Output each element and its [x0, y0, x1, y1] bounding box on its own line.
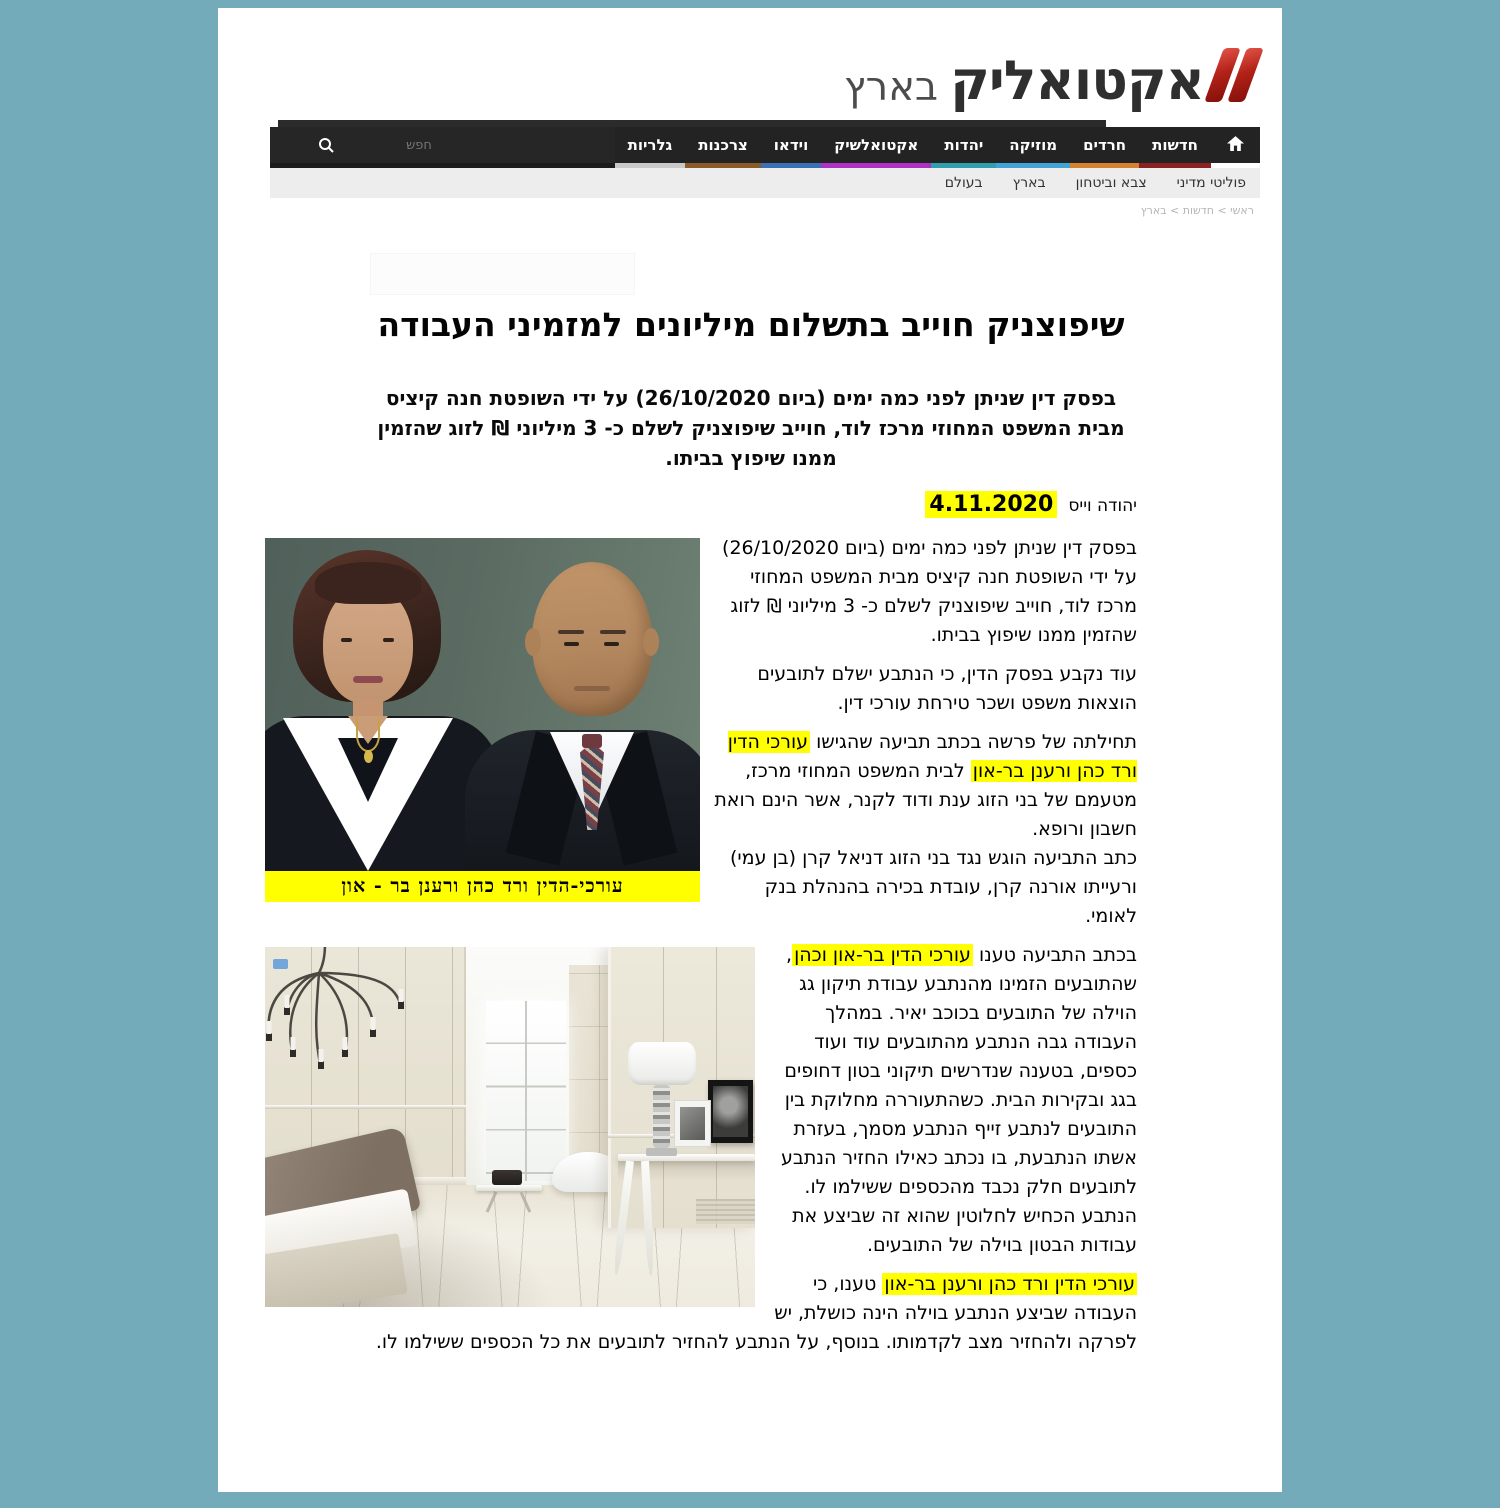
search-icon[interactable]	[318, 137, 334, 153]
search-input[interactable]	[334, 138, 504, 153]
ad-placeholder	[370, 253, 635, 295]
woman-fringe	[315, 562, 421, 604]
main-navbar	[270, 127, 1260, 168]
subnav-item-military[interactable]: צבא וביטחון	[1075, 175, 1147, 191]
woman-eye	[383, 638, 394, 642]
woman-portrait	[265, 538, 485, 871]
nav-item-consumer[interactable]: צרכנות	[685, 127, 761, 168]
paragraph-text: בכתב התביעה טענו	[972, 944, 1137, 966]
photo-caption: עורכי-הדין ורד כהן ורענן בר - און	[265, 871, 700, 902]
console-table	[618, 1154, 755, 1287]
watermark	[273, 959, 288, 969]
nav-item-judaism[interactable]: יהדות	[931, 127, 996, 168]
logo-double-slash-icon	[1214, 48, 1260, 102]
lamp-base	[653, 1085, 670, 1147]
interior-photo	[265, 947, 755, 1307]
article-title: שיפוצניק חוייב בתשלום מיליונים למזמיני העבודה	[377, 305, 1125, 344]
article-body	[265, 534, 1137, 1367]
nav-search-box[interactable]	[270, 127, 615, 168]
highlighted-text: עורכי הדין ורד כהן ורענן בר-און	[884, 1273, 1135, 1295]
nav-item-news[interactable]: חדשות	[1139, 127, 1211, 168]
man-portrait	[480, 538, 700, 871]
towel-stack	[492, 1170, 522, 1185]
paragraph-text: טענו, כי העבודה שביצע הנתבע בוילה הינה כושלת, יש לפרקה ולהחזיר מצב לקדמותו. בנוסף, על הנתבע להחזיר לתובעים את כל הכספים ששילמו לו.	[375, 1273, 1137, 1353]
window	[486, 1001, 567, 1181]
paragraph-text: בפסק דין שניתן לפני כמה ימים (ביום 26/10/2020) על ידי השופטת חנה קיציס מבית המשפט המחוזי מרכז לוד, חוייב שיפוצניק לשלם כ- 3 מיליוני ₪ לזוג שהזמין ממנו שיפוץ בביתו.	[722, 537, 1137, 646]
highlighted-text: עורכי הדין ורד כהן ורענן בר-און	[727, 731, 1137, 782]
man-tie-knot	[582, 734, 602, 748]
page	[218, 8, 1282, 1492]
interior-photo-block	[265, 947, 755, 1307]
bench-seat	[476, 1185, 542, 1191]
woman-necklace	[356, 718, 380, 752]
author-name: יהודה וייס	[1068, 496, 1137, 516]
lawyers-photo	[265, 538, 700, 871]
man-eye	[604, 642, 619, 646]
nav-item-music[interactable]: מוזיקה	[996, 127, 1070, 168]
nav-item-galleries[interactable]: גלריות	[615, 127, 686, 168]
woman-lips	[353, 676, 383, 683]
lamp-shade	[628, 1042, 697, 1085]
man-mouth	[574, 686, 610, 691]
bench	[476, 1170, 542, 1213]
picture-frame-dark	[708, 1080, 752, 1143]
woman-pendant	[364, 750, 373, 763]
paragraph-text: כתב התביעה הוגש נגד בני הזוג דניאל קרן (בן עמי) ורעייתו אורנה קרן, עובדת בכירה בהנהלת בנק לאומי.	[730, 847, 1137, 927]
subnav-item-political[interactable]: פוליטי מדיני	[1176, 175, 1246, 191]
article-byline	[365, 491, 1137, 518]
lamp-foot	[646, 1148, 677, 1156]
breadcrumb[interactable]: ראשי > חדשות > בארץ	[1140, 204, 1254, 217]
site-logo-title[interactable]: אקטואליק	[950, 49, 1204, 112]
man-head	[532, 562, 652, 716]
man-brow	[600, 630, 626, 634]
picture-frame-white	[674, 1100, 711, 1147]
site-header	[218, 8, 1282, 112]
site-logo-suffix: בארץ	[844, 64, 939, 110]
nav-item-haredim[interactable]: חרדים	[1070, 127, 1139, 168]
nav-item-video[interactable]: וידאו	[761, 127, 821, 168]
bed	[265, 1138, 417, 1307]
paragraph-text: תחילתה של פרשה בכתב תביעה שהגישו	[810, 731, 1137, 753]
sub-navbar	[270, 168, 1260, 198]
highlighted-text: עורכי הדין בר-און וכהן	[794, 944, 971, 966]
nav-top-strip	[278, 120, 1106, 127]
console-shadow	[618, 1161, 755, 1181]
man-eye	[564, 642, 579, 646]
home-icon	[1227, 136, 1244, 155]
article-lead: בפסק דין שניתן לפני כמה ימים (ביום 26/10/2020) על ידי השופטת חנה קיציס מבית המשפט המחוזי מרכז לוד, חוייב שיפוצניק לשלם כ- 3 מיליוני ₪ לזוג שהזמין ממנו שיפוץ בביתו.	[377, 386, 1125, 470]
subnav-item-domestic[interactable]: בארץ	[1012, 175, 1046, 191]
chandelier-icon	[265, 947, 439, 1122]
nav-item-aktualshik[interactable]: אקטואלשיק	[821, 127, 931, 168]
man-brow	[558, 630, 584, 634]
lawyers-photo-block	[265, 538, 700, 902]
paragraph-text: עוד נקבע בפסק הדין, כי הנתבע ישלם לתובעים הוצאות משפט ושכר טירחת עורכי דין.	[757, 663, 1137, 714]
paragraph-text: לבית המשפט המחוזי מרכז, מטעמם של בני הזוג ענת ודוד לקנר, אשר הינם רואת חשבון ורופא.	[714, 760, 1137, 840]
paragraph-text: , שהתובעים הזמינו מהנתבע עבודת תיקון גג הוילה של התובעים בכוכב יאיר. במהלך העבודה גבה הנתבע מהתובעים עוד ועוד כספים, בטענה שנדרשים תיקוני בטון דחופים בגג ובקירות הבית. כשהתעוררה מחלוקת בין התובעים לנתבע זייף הנתבע מסמך, בעזרת אשתו הנתבעת, בו נכתב כאילו החזיר הנתבע לתובעים חלק נכבד מהכספים ששילמו לו. הנתבע הכחיש לחלוטין שהוא זה שביצע את עבודות הבטון בוילה של התובעים.	[781, 944, 1137, 1256]
subnav-item-world[interactable]: בעולם	[944, 175, 983, 191]
nav-item-home[interactable]	[1211, 127, 1260, 168]
woman-eye	[341, 638, 352, 642]
article-date: 4.11.2020	[925, 491, 1057, 518]
